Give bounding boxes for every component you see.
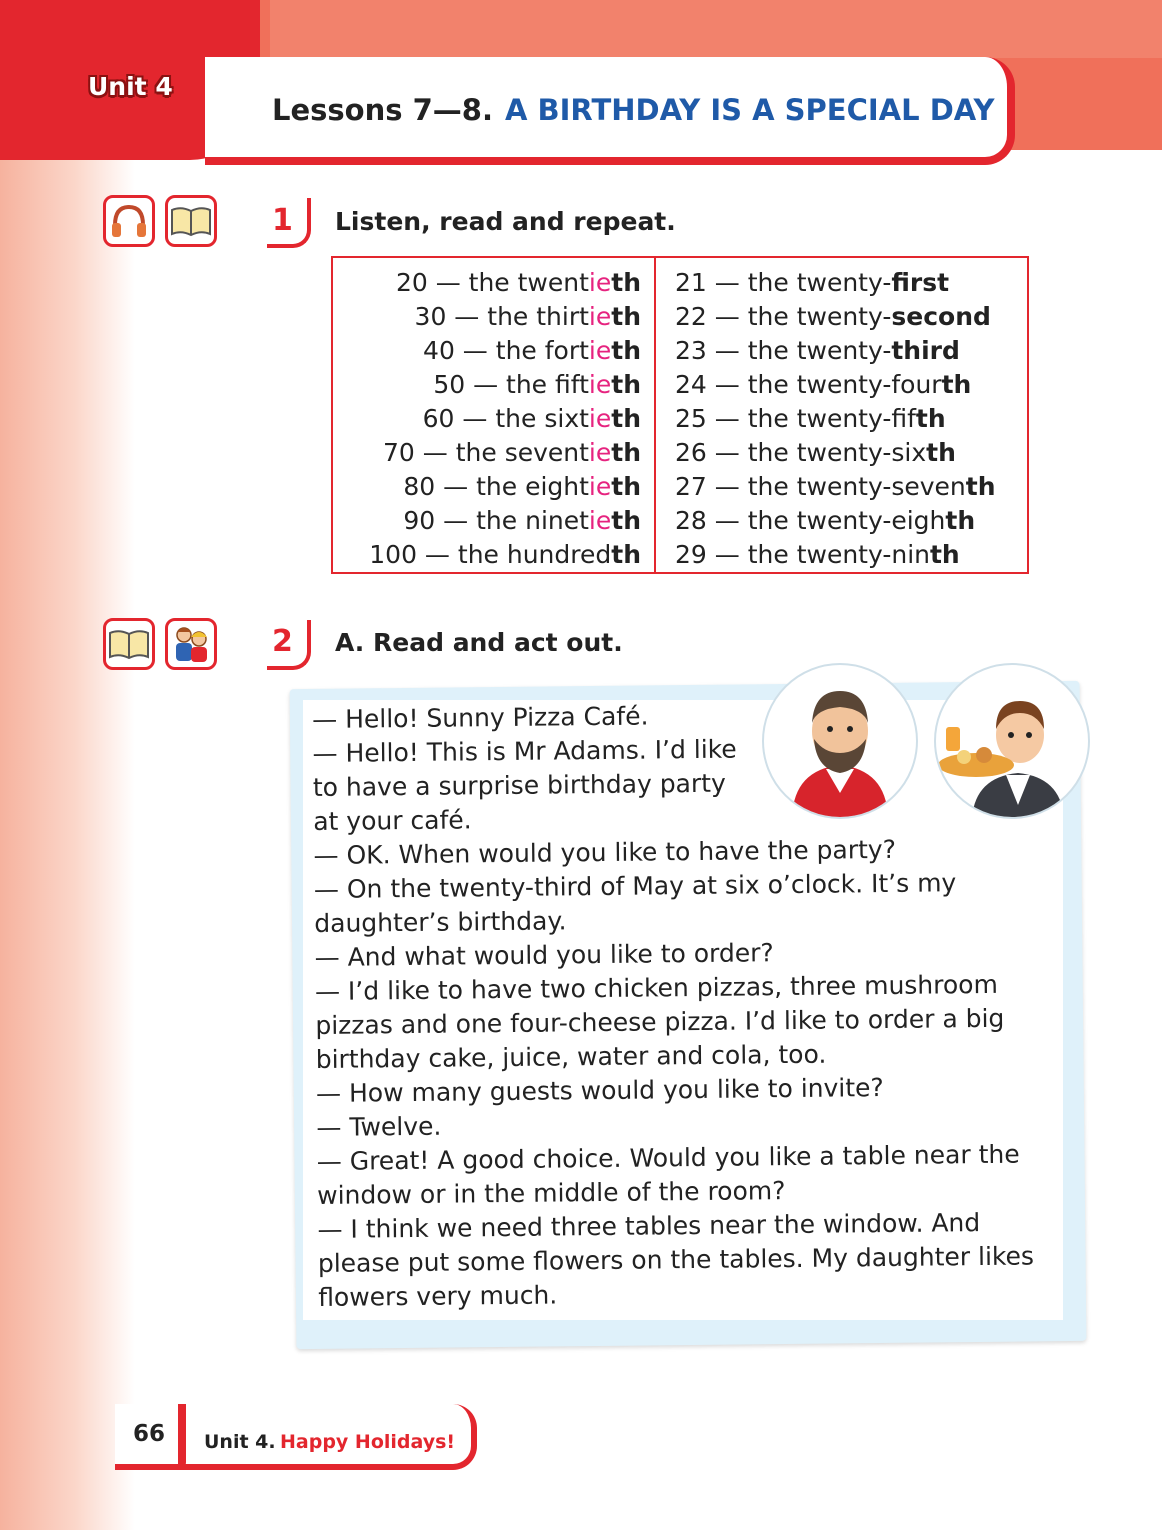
- ordinal-number: 70 —: [383, 438, 456, 467]
- ordinal-number: 28 —: [675, 506, 748, 535]
- ordinal-ending: th: [611, 472, 641, 501]
- ordinal-change: ie: [588, 302, 612, 331]
- page-number-divider: [178, 1404, 186, 1470]
- exercise-1-instruction: Listen, read and repeat.: [335, 207, 676, 236]
- table-row: [369, 436, 641, 470]
- ordinal-number: 23 —: [675, 336, 748, 365]
- table-divider: [654, 258, 656, 572]
- ordinal-ending: th: [965, 472, 996, 501]
- table-row: [369, 368, 641, 402]
- ordinal-stem: the twent: [468, 268, 589, 297]
- table-row: [675, 504, 996, 538]
- ordinal-stem: the eight: [476, 472, 589, 501]
- children-icon: [165, 618, 217, 670]
- ordinal-number: 80 —: [403, 472, 477, 501]
- ordinal-ending: first: [891, 268, 950, 297]
- exercise-2-number: 2: [272, 624, 293, 659]
- table-row: [369, 266, 641, 300]
- dialog-line: — How many guests would you like to invite?: [315, 1073, 884, 1108]
- table-row: [675, 334, 996, 368]
- ordinal-number: 25 —: [675, 404, 748, 433]
- ordinal-number: 24 —: [675, 370, 748, 399]
- ordinal-stem: the sixt: [495, 404, 589, 433]
- ordinal-stem: the twenty-four: [747, 370, 942, 399]
- lessons-label: Lessons 7—8.: [272, 93, 493, 127]
- ordinal-change: ie: [588, 268, 612, 297]
- ordinal-stem: the twenty-seven: [747, 472, 966, 501]
- table-row: [369, 402, 641, 436]
- table-row: [675, 538, 996, 572]
- table-row: [369, 538, 641, 572]
- ordinal-ending: th: [611, 302, 641, 331]
- ordinal-stem: the twenty-fif: [747, 404, 916, 433]
- ordinal-ending: th: [611, 404, 641, 433]
- page-title: A BIRTHDAY IS A SPECIAL DAY: [505, 93, 995, 127]
- ordinal-ending: th: [915, 404, 946, 433]
- unit-label: Unit 4: [88, 72, 173, 101]
- dialog-line: — Hello! Sunny Pizza Café.: [312, 701, 649, 734]
- ordinal-ending: th: [941, 370, 972, 399]
- ordinal-stem: the twenty-nin: [747, 540, 930, 569]
- table-row: [369, 470, 641, 504]
- table-row: [675, 368, 996, 402]
- book-icon: [103, 618, 155, 670]
- dialog-line: — Great! A good choice. Would you like a table near the window or in the middle of the room?: [316, 1139, 1020, 1210]
- ordinal-ending: th: [611, 540, 641, 569]
- ordinal-stem: the ninet: [476, 506, 589, 535]
- ordinal-ending: th: [611, 506, 641, 535]
- ordinal-ending: th: [611, 370, 641, 399]
- dialog-line: — Hello! This is Mr Adams. I’d like to have a surprise birthday party at your café.: [312, 734, 737, 836]
- ordinal-stem: the thirt: [487, 302, 589, 331]
- page-number: 66: [133, 1421, 166, 1447]
- ordinal-number: 90 —: [403, 506, 477, 535]
- table-right-column: [675, 266, 996, 572]
- table-left-column: [369, 266, 641, 572]
- ordinal-number: 22 —: [675, 302, 748, 331]
- table-row: [369, 300, 641, 334]
- exercise-1-number: 1: [272, 203, 293, 238]
- ordinal-number: 29 —: [675, 540, 748, 569]
- ordinal-number: 27 —: [675, 472, 748, 501]
- ordinal-number: 40 —: [423, 336, 496, 365]
- dialog-line: — And what would you like to order?: [314, 938, 774, 972]
- ordinal-number: 26 —: [675, 438, 748, 467]
- ordinal-number: 60 —: [422, 404, 496, 433]
- ordinal-number: 100 —: [369, 540, 458, 569]
- exercise-2-instruction: A. Read and act out.: [335, 628, 623, 657]
- ordinal-ending: third: [891, 336, 960, 365]
- ordinal-ending: th: [945, 506, 976, 535]
- ordinal-number: 50 —: [433, 370, 507, 399]
- ordinal-change: ie: [588, 506, 612, 535]
- ordinal-stem: the twenty-: [747, 336, 892, 365]
- book-icon: [165, 195, 217, 247]
- footer-holiday-title: Happy Holidays!: [280, 1431, 456, 1453]
- table-row: [675, 470, 996, 504]
- table-row: [675, 300, 996, 334]
- footer-unit: Unit 4.: [204, 1431, 276, 1453]
- dialog-line: — OK. When would you like to have the party?: [313, 834, 897, 870]
- ordinal-number: 20 —: [395, 268, 469, 297]
- ordinal-ending: th: [926, 438, 956, 467]
- ordinal-stem: the twenty-: [747, 302, 892, 331]
- dialog-line: — I think we need three tables near the window. And please put some flowers on the tables. My daughter likes flowers very much.: [317, 1208, 1035, 1312]
- ordinal-ending: th: [929, 540, 960, 569]
- ordinal-change: ie: [588, 472, 612, 501]
- ordinal-ending: th: [611, 268, 641, 297]
- table-row: [675, 436, 996, 470]
- table-row: [675, 266, 996, 300]
- ordinal-ending: th: [611, 438, 641, 467]
- ordinal-change: ie: [588, 370, 612, 399]
- ordinal-ending: second: [891, 302, 991, 331]
- ordinal-number: 21 —: [675, 268, 748, 297]
- ordinal-change: ie: [588, 336, 612, 365]
- ordinal-stem: the twenty-eigh: [747, 506, 946, 535]
- ordinal-stem: the hundred: [457, 540, 612, 569]
- ordinal-stem: the twenty-six: [747, 438, 927, 467]
- dialog-line: — Twelve.: [316, 1111, 442, 1142]
- table-row: [369, 504, 641, 538]
- ordinal-change: ie: [588, 438, 612, 467]
- ordinal-stem: the sevent: [455, 438, 589, 467]
- ordinal-ending: th: [611, 336, 641, 365]
- dialog-line: — I’d like to have two chicken pizzas, three mushroom pizzas and one four-cheese pizza. I’d like to order a big birthday cake, juice, water and cola, too.: [314, 969, 1005, 1074]
- table-row: [369, 334, 641, 368]
- headphones-icon: [103, 195, 155, 247]
- ordinal-stem: the fift: [506, 370, 589, 399]
- table-row: [675, 402, 996, 436]
- ordinal-stem: the twenty-: [747, 268, 892, 297]
- ordinal-change: ie: [588, 404, 612, 433]
- header-band-top: [270, 0, 1162, 58]
- dialog-line: — On the twenty-third of May at six o’clock. It’s my daughter’s birthday.: [313, 868, 957, 938]
- dialog-text: [312, 695, 1060, 1315]
- ordinal-numbers-table: [331, 256, 1029, 574]
- ordinal-stem: the fort: [495, 336, 589, 365]
- ordinal-number: 30 —: [414, 302, 488, 331]
